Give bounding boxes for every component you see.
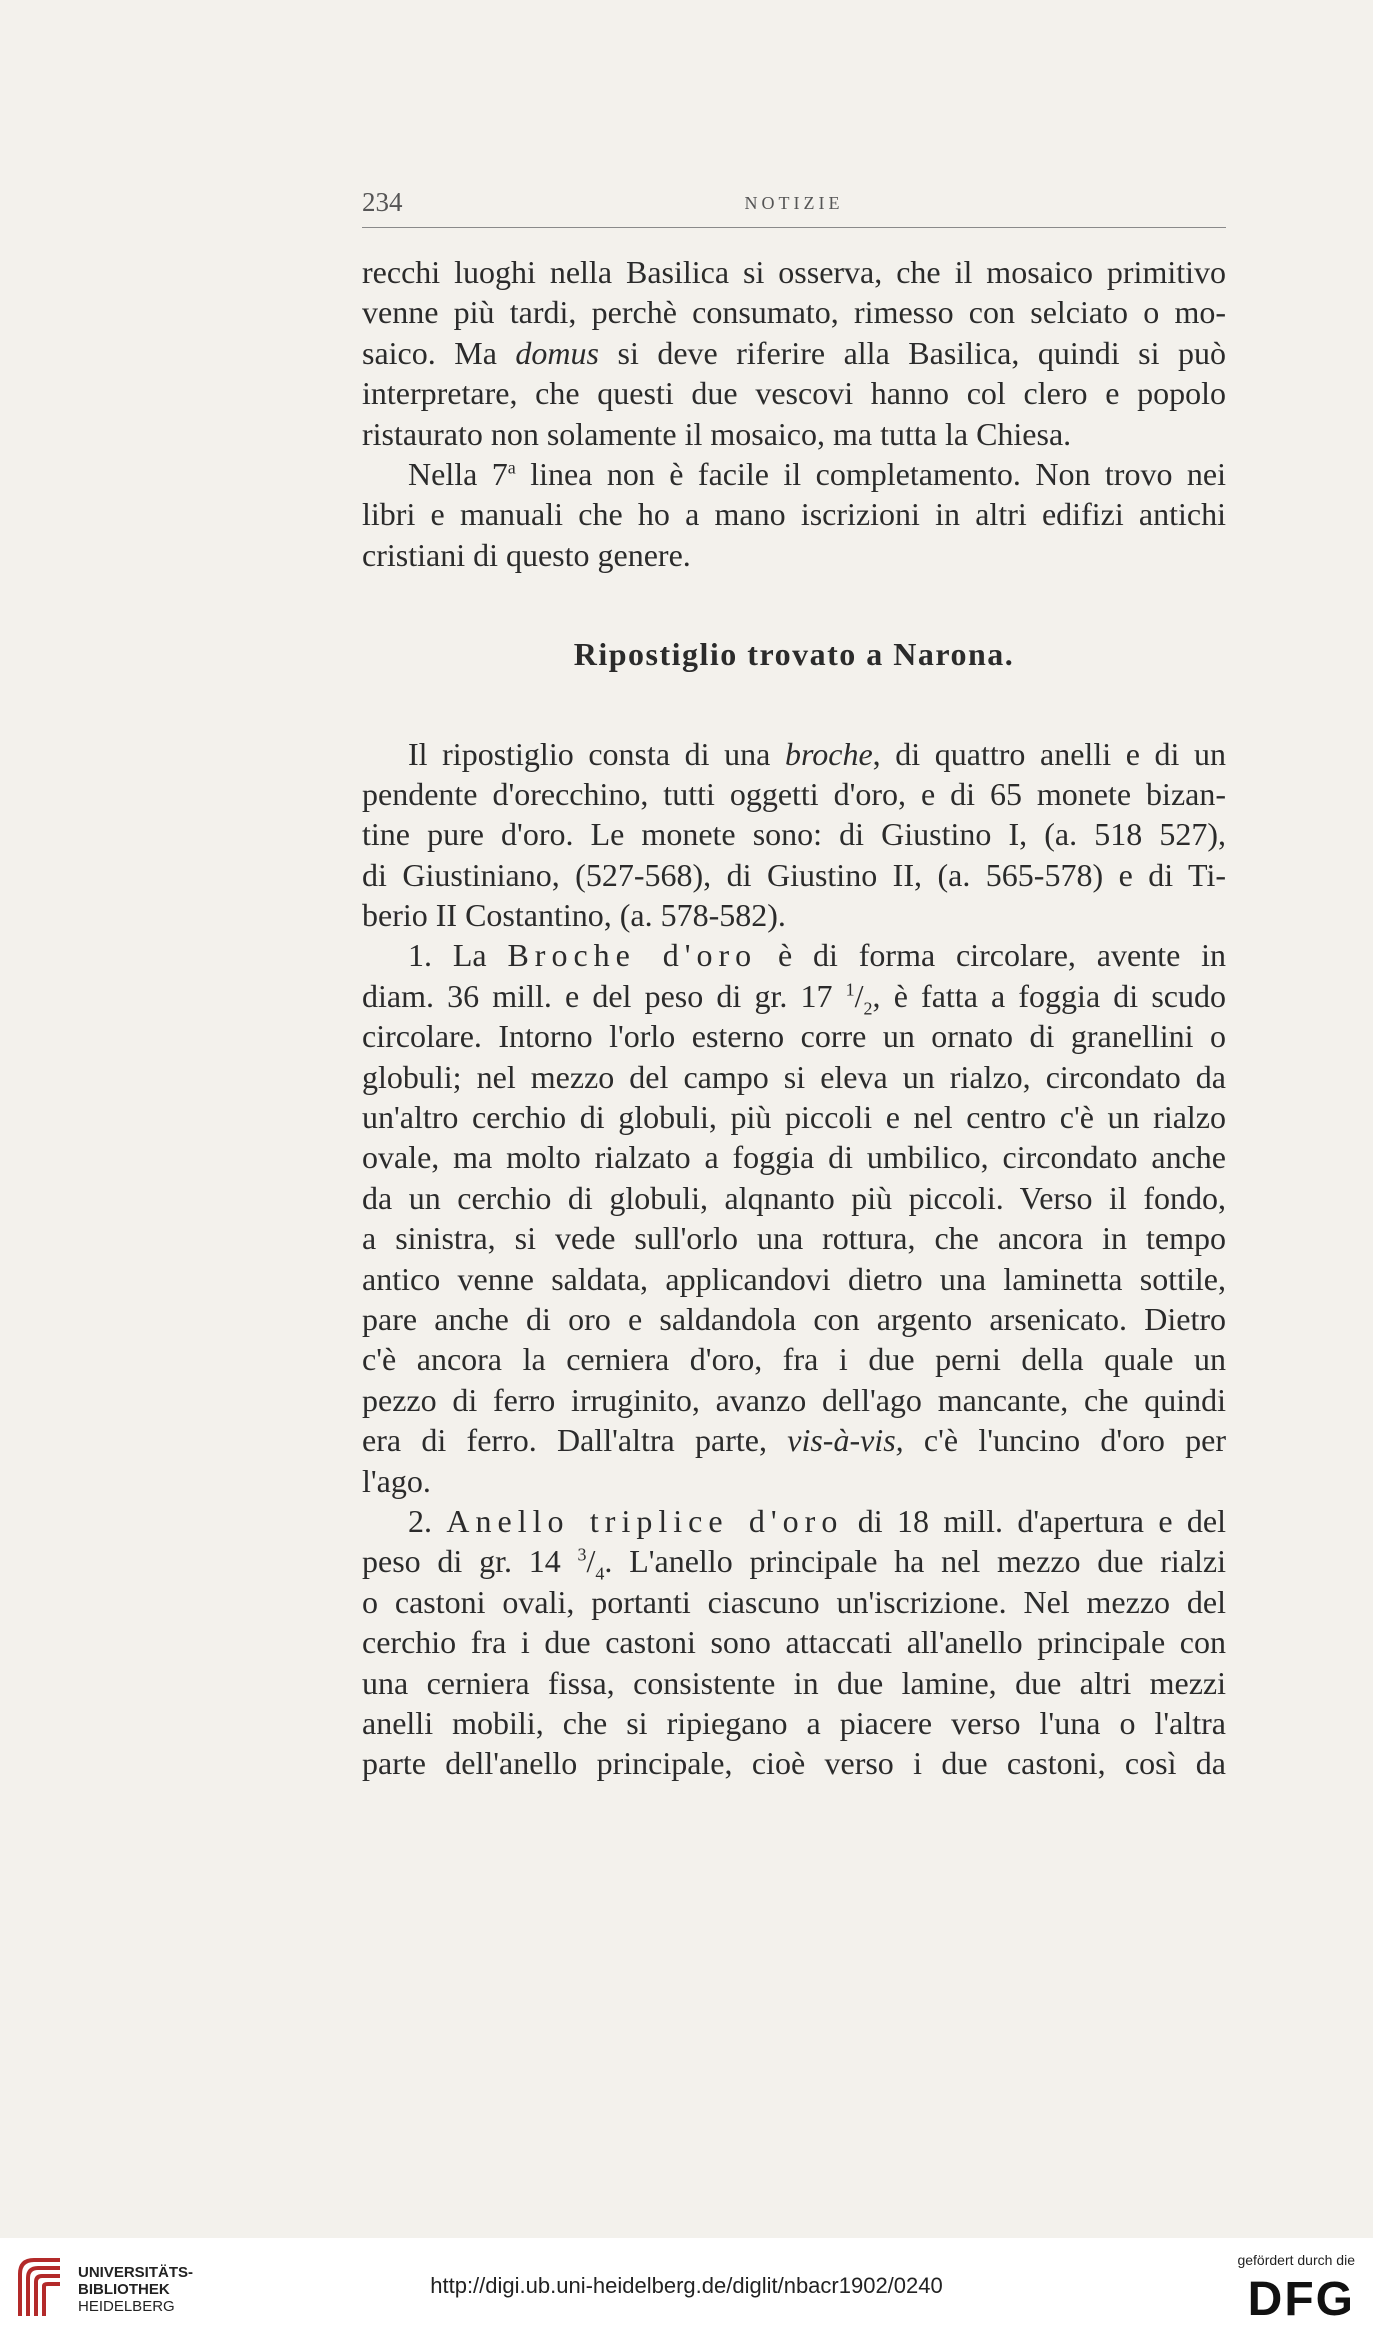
text-line: parte dell'anello principale, cioè verso i due castoni, così da [362, 1745, 1226, 1782]
text-line: tine pure d'oro. Le monete sono: di Giustino I, (a. 518 527), [362, 816, 1226, 853]
text-line: libri e manuali che ho a mano iscrizioni in altri edifizi antichi [362, 496, 1226, 533]
dfg-logo: DFG [1247, 2273, 1355, 2326]
text-line: o castoni ovali, portanti ciascuno un'iscrizione. Nel mezzo del [362, 1583, 1226, 1620]
text-line: ovale, ma molto rialzato a foggia di umbilico, circondato anche [362, 1139, 1226, 1176]
page-number: 234 [362, 187, 403, 217]
text-line: berio II Costantino, (a. 578-582). [362, 897, 786, 934]
page-header [362, 187, 1226, 228]
text-line: pendente d'orecchino, tutti oggetti d'oro, e di 65 monete bizan- [362, 775, 1226, 812]
text-line: era di ferro. Dall'altra parte, vis-à-vis, c'è l'uncino d'oro per [362, 1422, 1226, 1459]
funding-text: gefördert durch die [1237, 2252, 1355, 2268]
text-line: l'ago. [362, 1462, 431, 1499]
italic-word: vis-à-vis, [787, 1422, 904, 1459]
text-line: diam. 36 mill. e del peso di gr. 17 $^1/_2$, è fatta a foggia di scudo [362, 977, 1226, 1017]
text-line: 1. La Broche d'oro è di forma circolare, avente in [408, 937, 1226, 974]
italic-word: domus [515, 334, 599, 371]
spacer [362, 675, 1226, 734]
text-line: Nella 7$^a$ linea non è facile il completamento. Non trovo nei [408, 455, 1226, 492]
fraction-denominator: 4 [595, 1563, 605, 1582]
running-head: NOTIZIE [744, 193, 844, 213]
spacer [362, 575, 1226, 634]
superscript: a [507, 457, 516, 478]
library-name-line: UNIVERSITÄTS- [78, 2264, 194, 2281]
text-line: Il ripostiglio consta di una broche, di quattro anelli e di un [408, 735, 1226, 772]
fraction-numerator: 1 [845, 979, 855, 1000]
permalink-url[interactable]: http://digi.ub.uni-heidelberg.de/diglit/nbacr1902/0240 [430, 2273, 943, 2298]
fraction-numerator: 3 [577, 1544, 587, 1565]
text-line: cristiani di questo genere. [362, 536, 691, 573]
fraction-denominator: 2 [863, 998, 873, 1017]
text-line: 2. Anello triplice d'oro di 18 mill. d'apertura e del [408, 1502, 1226, 1539]
text-line: c'è ancora la cerniera d'oro, fra i due perni della quale un [362, 1341, 1226, 1378]
text-line: antico venne saldata, applicandovi dietro una laminetta sottile, [362, 1260, 1226, 1297]
text-line: di Giustiniano, (527-568), di Giustino II, (a. 565-578) e di Ti- [362, 856, 1226, 893]
text-line: globuli; nel mezzo del campo si eleva un rialzo, circondato da [362, 1058, 1226, 1095]
text-line: saico. Ma domus si deve riferire alla Basilica, quindi si può [362, 334, 1226, 371]
footer-bar [0, 2238, 1373, 2335]
text-line: a sinistra, si vede sull'orlo una rottura, che ancora in tempo [362, 1220, 1226, 1257]
text-line: pare anche di oro e saldandola con argento arsenicato. Dietro [362, 1300, 1226, 1337]
text-line: interpretare, che questi due vescovi hanno col clero e popolo [362, 375, 1226, 412]
text-line: recchi luoghi nella Basilica si osserva, che il mosaico primitivo [362, 254, 1226, 290]
text-line: circolare. Intorno l'orlo esterno corre un ornato di granellini o [362, 1018, 1226, 1055]
library-name-line: HEIDELBERG [78, 2298, 175, 2315]
italic-word: broche [785, 735, 873, 772]
text-line: una cerniera fissa, consistente in due lamine, due altri mezzi [362, 1664, 1226, 1701]
body-text [362, 252, 1226, 1784]
library-name-line: BIBLIOTHEK [78, 2281, 170, 2298]
section-heading: Ripostiglio trovato a Narona. [573, 636, 1015, 673]
text-line: da un cerchio di globuli, alqnanto più piccoli. Verso il fondo, [362, 1179, 1226, 1216]
text-line: un'altro cerchio di globuli, più piccoli e nel centro c'è un rialzo [362, 1099, 1226, 1136]
text-line: peso di gr. 14 $^3/_4$. L'anello principale ha nel mezzo due rialzi [362, 1543, 1226, 1582]
text-line: pezzo di ferro irruginito, avanzo dell'ago mancante, che quindi [362, 1381, 1226, 1418]
text-line: ristaurato non solamente il mosaico, ma tutta la Chiesa. [362, 415, 1072, 452]
spaced-term: Anello triplice d'oro [446, 1502, 844, 1539]
spaced-term: Broche d'oro [507, 937, 758, 974]
text-line: cerchio fra i due castoni sono attaccati all'anello principale con [362, 1624, 1226, 1661]
text-line: anelli mobili, che si ripiegano a piacere verso l'una o l'altra [362, 1704, 1226, 1741]
text-line: venne più tardi, perchè consumato, rimesso con selciato o mo- [362, 294, 1226, 331]
